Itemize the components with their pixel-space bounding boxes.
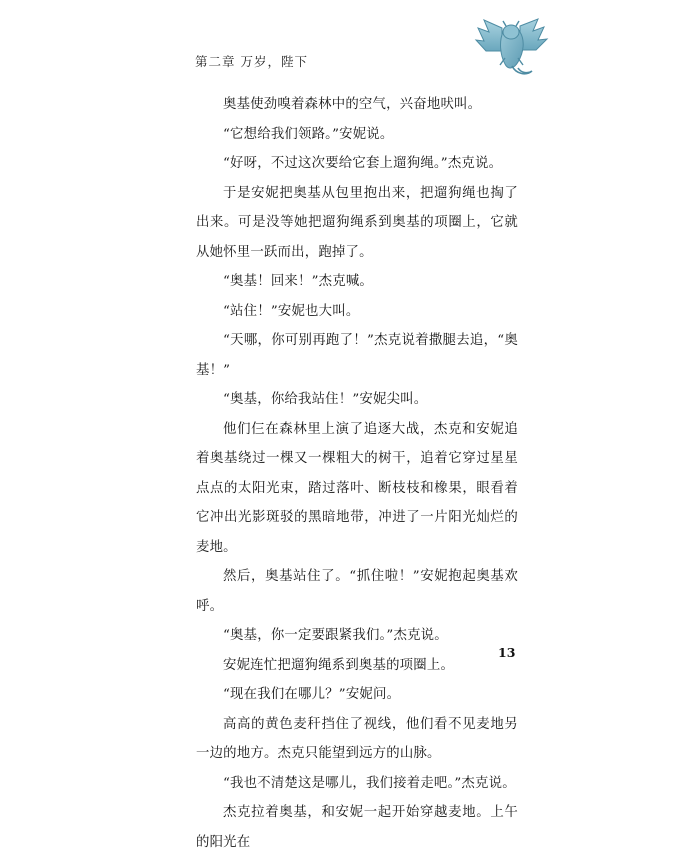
paragraph: “好呀，不过这次要给它套上遛狗绳。”杰克说。 bbox=[223, 156, 503, 171]
chapter-title: 第二章 万岁，陛下 bbox=[195, 54, 308, 69]
paragraph: “奥基，你一定要跟紧我们。”杰克说。 bbox=[223, 628, 448, 643]
page-header bbox=[0, 52, 700, 74]
paragraph: 杰克拉着奥基，和安妮一起开始穿越麦地。上午的阳光在 bbox=[196, 805, 518, 850]
paragraph: 他们仨在森林里上演了追逐大战，杰克和安妮追着奥基绕过一棵又一棵粗大的树干，追着它穿过星星点点的太阳光束，踏过落叶、断枝枝和橡果，眼看着它冲出光影斑驳的黑暗地带，冲进了一片阳光灿烂的麦地。 bbox=[196, 421, 518, 555]
paragraph: “现在我们在哪儿？”安妮问。 bbox=[223, 687, 401, 702]
paragraph: “我也不清楚这是哪儿，我们接着走吧。”杰克说。 bbox=[223, 775, 516, 791]
dragon-illustration bbox=[472, 18, 552, 80]
paragraph: “天哪，你可别再跑了！”杰克说着撒腿去追，“奥基！” bbox=[196, 333, 518, 378]
paragraph: 安妮连忙把遛狗绳系到奥基的项圈上。 bbox=[223, 657, 455, 673]
paragraph: 高高的黄色麦秆挡住了视线，他们看不见麦地另一边的地方。杰克只能望到远方的山脉。 bbox=[196, 716, 518, 761]
paragraph: “奥基，你给我站住！”安妮尖叫。 bbox=[223, 392, 428, 407]
paragraph: “奥基！回来！”杰克喊。 bbox=[223, 274, 373, 289]
paragraph: “站住！”安妮也大叫。 bbox=[223, 303, 360, 319]
page-number: 13 bbox=[498, 645, 516, 660]
page-body bbox=[196, 90, 518, 857]
paragraph: “它想给我们领路。”安妮说。 bbox=[223, 126, 394, 142]
paragraph: 然后，奥基站住了。“抓住啦！”安妮抱起奥基欢呼。 bbox=[196, 569, 518, 614]
paragraph: 奥基使劲嗅着森林中的空气，兴奋地吠叫。 bbox=[223, 97, 482, 112]
paragraph: 于是安妮把奥基从包里抱出来，把遛狗绳也掏了出来。可是没等她把遛狗绳系到奥基的项圈上，它就从她怀里一跃而出，跑掉了。 bbox=[196, 185, 518, 260]
